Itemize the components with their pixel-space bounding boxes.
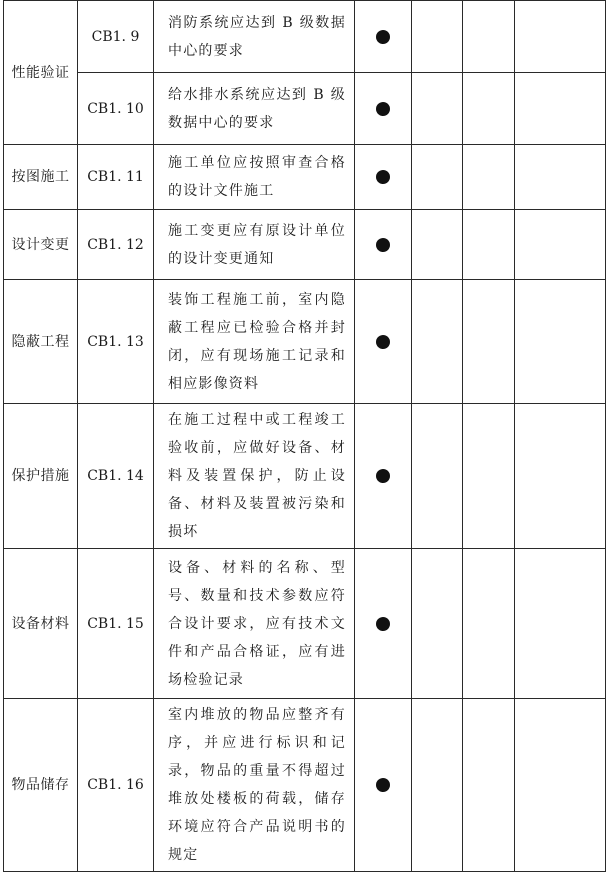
table-row [4, 145, 606, 210]
code-cell: CB1. 13 [78, 280, 154, 404]
empty-cell [412, 280, 463, 404]
filled-circle-icon [376, 469, 390, 483]
filled-circle-icon [376, 238, 390, 252]
filled-circle-icon [376, 778, 390, 792]
filled-circle-icon [376, 102, 390, 116]
requirement-cell: 室内堆放的物品应整齐有序，并应进行标识和记录，物品的重量不得超过堆放处楼板的荷载，储存环境应符合产品说明书的规定 [154, 699, 355, 872]
empty-cell [463, 1, 515, 73]
empty-cell [515, 549, 606, 699]
empty-cell [463, 280, 515, 404]
empty-cell [515, 699, 606, 872]
requirement-cell: 施工变更应有原设计单位的设计变更通知 [154, 210, 355, 280]
table-row [4, 280, 606, 404]
empty-cell [463, 73, 515, 145]
mark-cell [355, 73, 412, 145]
requirement-cell: 给水排水系统应达到 B 级数据中心的要求 [154, 73, 355, 145]
code-cell: CB1. 15 [78, 549, 154, 699]
empty-cell [515, 210, 606, 280]
empty-cell [515, 280, 606, 404]
requirement-cell: 施工单位应按照审查合格的设计文件施工 [154, 145, 355, 210]
empty-cell [412, 73, 463, 145]
table-row [4, 210, 606, 280]
mark-cell [355, 699, 412, 872]
empty-cell [515, 73, 606, 145]
filled-circle-icon [376, 335, 390, 349]
empty-cell [463, 210, 515, 280]
empty-cell [412, 210, 463, 280]
empty-cell [463, 404, 515, 549]
code-cell: CB1. 14 [78, 404, 154, 549]
requirement-cell: 装饰工程施工前，室内隐蔽工程应已检验合格并封闭，应有现场施工记录和相应影像资料 [154, 280, 355, 404]
requirements-table [3, 0, 606, 872]
code-cell: CB1. 11 [78, 145, 154, 210]
empty-cell [515, 1, 606, 73]
category-cell: 隐蔽工程 [4, 280, 78, 404]
mark-cell [355, 1, 412, 73]
category-cell: 保护措施 [4, 404, 78, 549]
requirement-cell: 在施工过程中或工程竣工验收前，应做好设备、材料及装置保护，防止设备、材料及装置被污染和损坏 [154, 404, 355, 549]
code-cell: CB1. 9 [78, 1, 154, 73]
category-cell: 设计变更 [4, 210, 78, 280]
table-row [4, 73, 606, 145]
empty-cell [412, 145, 463, 210]
category-cell: 设备材料 [4, 549, 78, 699]
table-row [4, 404, 606, 549]
empty-cell [412, 1, 463, 73]
mark-cell [355, 404, 412, 549]
table-row [4, 1, 606, 73]
empty-cell [412, 549, 463, 699]
empty-cell [515, 404, 606, 549]
requirement-cell: 设备、材料的名称、型号、数量和技术参数应符合设计要求，应有技术文件和产品合格证，应有进场检验记录 [154, 549, 355, 699]
requirement-cell: 消防系统应达到 B 级数据中心的要求 [154, 1, 355, 73]
table-row [4, 699, 606, 872]
empty-cell [463, 145, 515, 210]
filled-circle-icon [376, 170, 390, 184]
mark-cell [355, 210, 412, 280]
mark-cell [355, 549, 412, 699]
category-cell: 按图施工 [4, 145, 78, 210]
category-cell: 物品储存 [4, 699, 78, 872]
empty-cell [515, 145, 606, 210]
mark-cell [355, 145, 412, 210]
mark-cell [355, 280, 412, 404]
empty-cell [412, 699, 463, 872]
empty-cell [412, 404, 463, 549]
table-row [4, 549, 606, 699]
filled-circle-icon [376, 617, 390, 631]
code-cell: CB1. 16 [78, 699, 154, 872]
empty-cell [463, 549, 515, 699]
code-cell: CB1. 10 [78, 73, 154, 145]
empty-cell [463, 699, 515, 872]
category-cell: 性能验证 [4, 1, 78, 145]
filled-circle-icon [376, 30, 390, 44]
code-cell: CB1. 12 [78, 210, 154, 280]
